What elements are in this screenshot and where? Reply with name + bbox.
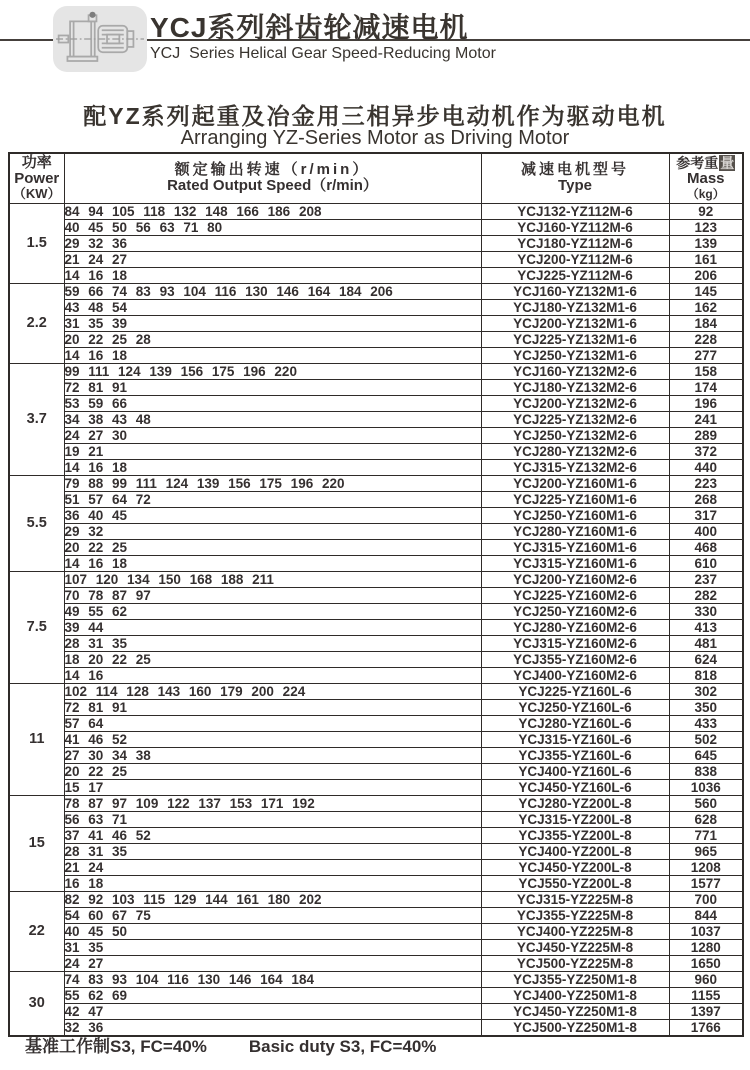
type-cell: YCJ400-YZ160L-6 xyxy=(481,763,669,779)
table-row xyxy=(9,603,743,619)
table-row xyxy=(9,379,743,395)
mass-cell: 400 xyxy=(669,523,743,539)
col-header-power xyxy=(9,153,64,203)
mass-cell: 468 xyxy=(669,539,743,555)
type-cell: YCJ500-YZ225M-8 xyxy=(481,955,669,971)
type-cell: YCJ160-YZ132M2-6 xyxy=(481,363,669,379)
type-cell: YCJ200-YZ160M1-6 xyxy=(481,475,669,491)
mass-cell: 645 xyxy=(669,747,743,763)
power-unit: （KW） xyxy=(12,186,61,202)
table-row xyxy=(9,411,743,427)
speed-cell: 102 114 128 143 160 179 200 224 xyxy=(64,683,481,699)
type-cell: YCJ315-YZ225M-8 xyxy=(481,891,669,907)
gear-motor-icon xyxy=(56,10,144,68)
mass-cell: 282 xyxy=(669,587,743,603)
table-row xyxy=(9,491,743,507)
speed-cell: 43 48 54 xyxy=(64,299,481,315)
type-cell: YCJ160-YZ132M1-6 xyxy=(481,283,669,299)
mass-cell: 330 xyxy=(669,603,743,619)
speed-cell: 21 24 27 xyxy=(64,251,481,267)
mass-cell: 838 xyxy=(669,763,743,779)
speed-cell: 20 22 25 xyxy=(64,763,481,779)
table-row xyxy=(9,555,743,571)
speed-label-en: Rated Output Speed（r/min） xyxy=(167,177,378,195)
table-row xyxy=(9,955,743,971)
col-header-type xyxy=(481,153,669,203)
table-row xyxy=(9,571,743,587)
type-cell: YCJ250-YZ160L-6 xyxy=(481,699,669,715)
table-row xyxy=(9,475,743,491)
footer-note-cn: 基准工作制S3, FC=40% xyxy=(25,1037,207,1056)
type-cell: YCJ355-YZ160L-6 xyxy=(481,747,669,763)
speed-cell: 42 47 xyxy=(64,1003,481,1019)
speed-cell: 31 35 xyxy=(64,939,481,955)
mass-cell: 92 xyxy=(669,203,743,219)
table-row xyxy=(9,699,743,715)
speed-cell: 82 92 103 115 129 144 161 180 202 xyxy=(64,891,481,907)
power-cell: 7.5 xyxy=(9,571,64,683)
type-cell: YCJ250-YZ132M1-6 xyxy=(481,347,669,363)
table-row xyxy=(9,235,743,251)
power-cell: 2.2 xyxy=(9,283,64,363)
table-row xyxy=(9,731,743,747)
type-cell: YCJ225-YZ132M2-6 xyxy=(481,411,669,427)
speed-cell: 32 36 xyxy=(64,1019,481,1036)
mass-cell: 818 xyxy=(669,667,743,683)
type-cell: YCJ225-YZ160M2-6 xyxy=(481,587,669,603)
speed-cell: 28 31 35 xyxy=(64,635,481,651)
speed-cell: 55 62 69 xyxy=(64,987,481,1003)
speed-cell: 31 35 39 xyxy=(64,315,481,331)
mass-cell: 184 xyxy=(669,315,743,331)
table-row xyxy=(9,539,743,555)
speed-cell: 15 17 xyxy=(64,779,481,795)
table-row xyxy=(9,811,743,827)
mass-cell: 289 xyxy=(669,427,743,443)
speed-cell: 57 64 xyxy=(64,715,481,731)
type-cell: YCJ200-YZ132M1-6 xyxy=(481,315,669,331)
type-cell: YCJ315-YZ160M2-6 xyxy=(481,635,669,651)
table-row xyxy=(9,1003,743,1019)
speed-cell: 37 41 46 52 xyxy=(64,827,481,843)
mass-cell: 206 xyxy=(669,267,743,283)
mass-cell: 1208 xyxy=(669,859,743,875)
power-cell: 15 xyxy=(9,795,64,891)
type-cell: YCJ250-YZ160M2-6 xyxy=(481,603,669,619)
type-cell: YCJ160-YZ112M-6 xyxy=(481,219,669,235)
mass-cell: 1650 xyxy=(669,955,743,971)
speed-cell: 56 63 71 xyxy=(64,811,481,827)
speed-cell: 20 22 25 28 xyxy=(64,331,481,347)
power-cell: 3.7 xyxy=(9,363,64,475)
speed-cell: 20 22 25 xyxy=(64,539,481,555)
type-cell: YCJ225-YZ112M-6 xyxy=(481,267,669,283)
type-cell: YCJ225-YZ160L-6 xyxy=(481,683,669,699)
mass-cell: 268 xyxy=(669,491,743,507)
type-label-en: Type xyxy=(558,177,592,195)
type-cell: YCJ200-YZ160M2-6 xyxy=(481,571,669,587)
mass-cell: 123 xyxy=(669,219,743,235)
speed-cell: 39 44 xyxy=(64,619,481,635)
table-body xyxy=(9,203,743,1036)
speed-cell: 24 27 xyxy=(64,955,481,971)
type-cell: YCJ450-YZ160L-6 xyxy=(481,779,669,795)
mass-cell: 277 xyxy=(669,347,743,363)
mass-cell: 1280 xyxy=(669,939,743,955)
table-row xyxy=(9,651,743,667)
table-row xyxy=(9,795,743,811)
power-label-en: Power xyxy=(14,170,60,188)
type-cell: YCJ315-YZ200L-8 xyxy=(481,811,669,827)
table-row xyxy=(9,619,743,635)
speed-cell: 59 66 74 83 93 104 116 130 146 164 184 206 xyxy=(64,283,481,299)
footer-note-en: Basic duty S3, FC=40% xyxy=(248,1037,437,1056)
table-row xyxy=(9,299,743,315)
speed-cell: 40 45 50 xyxy=(64,923,481,939)
type-cell: YCJ315-YZ160M1-6 xyxy=(481,555,669,571)
mass-cell: 844 xyxy=(669,907,743,923)
mass-cell: 1155 xyxy=(669,987,743,1003)
mass-cell: 960 xyxy=(669,971,743,987)
speed-cell: 54 60 67 75 xyxy=(64,907,481,923)
type-label-cn: 减速电机型号 xyxy=(520,161,629,179)
speed-cell: 24 27 30 xyxy=(64,427,481,443)
mass-cell: 481 xyxy=(669,635,743,651)
type-cell: YCJ280-YZ160M2-6 xyxy=(481,619,669,635)
speed-cell: 29 32 xyxy=(64,523,481,539)
type-cell: YCJ180-YZ132M1-6 xyxy=(481,299,669,315)
type-cell: YCJ315-YZ160M1-6 xyxy=(481,539,669,555)
speed-cell: 27 30 34 38 xyxy=(64,747,481,763)
type-cell: YCJ500-YZ250M1-8 xyxy=(481,1019,669,1036)
mass-label-cn xyxy=(670,155,743,171)
table-row xyxy=(9,331,743,347)
speed-cell: 53 59 66 xyxy=(64,395,481,411)
speed-cell: 74 83 93 104 116 130 146 164 184 xyxy=(64,971,481,987)
table-row xyxy=(9,523,743,539)
type-cell: YCJ225-YZ132M1-6 xyxy=(481,331,669,347)
col-header-speed xyxy=(64,153,481,203)
type-cell: YCJ315-YZ132M2-6 xyxy=(481,459,669,475)
power-cell: 5.5 xyxy=(9,475,64,571)
table-row xyxy=(9,251,743,267)
table-row xyxy=(9,283,743,299)
speed-cell: 18 20 22 25 xyxy=(64,651,481,667)
mass-cell: 161 xyxy=(669,251,743,267)
table-row xyxy=(9,715,743,731)
power-label-cn: 功率 xyxy=(21,154,52,172)
type-cell: YCJ250-YZ132M2-6 xyxy=(481,427,669,443)
power-cell: 22 xyxy=(9,891,64,971)
power-cell: 11 xyxy=(9,683,64,795)
page-title: YCJ系列斜齿轮减速电机 xyxy=(150,12,469,43)
speed-cell: 99 111 124 139 156 175 196 220 xyxy=(64,363,481,379)
type-cell: YCJ280-YZ160L-6 xyxy=(481,715,669,731)
mass-cell: 413 xyxy=(669,619,743,635)
scan-artifact: 量 xyxy=(720,155,735,172)
table-row xyxy=(9,219,743,235)
mass-cell: 502 xyxy=(669,731,743,747)
speed-cell: 19 21 xyxy=(64,443,481,459)
type-cell: YCJ180-YZ112M-6 xyxy=(481,235,669,251)
type-cell: YCJ400-YZ225M-8 xyxy=(481,923,669,939)
type-cell: YCJ250-YZ160M1-6 xyxy=(481,507,669,523)
table-row xyxy=(9,747,743,763)
type-cell: YCJ132-YZ112M-6 xyxy=(481,203,669,219)
type-cell: YCJ450-YZ200L-8 xyxy=(481,859,669,875)
table-row xyxy=(9,779,743,795)
spec-table xyxy=(8,152,744,1037)
mass-cell: 1036 xyxy=(669,779,743,795)
table-row xyxy=(9,907,743,923)
type-cell: YCJ355-YZ225M-8 xyxy=(481,907,669,923)
speed-cell: 79 88 99 111 124 139 156 175 196 220 xyxy=(64,475,481,491)
section-heading-en: Arranging YZ-Series Motor as Driving Motor xyxy=(180,127,570,149)
mass-cell: 560 xyxy=(669,795,743,811)
speed-cell: 107 120 134 150 168 188 211 xyxy=(64,571,481,587)
speed-cell: 28 31 35 xyxy=(64,843,481,859)
type-cell: YCJ280-YZ132M2-6 xyxy=(481,443,669,459)
table-row xyxy=(9,667,743,683)
table-row xyxy=(9,427,743,443)
type-cell: YCJ200-YZ132M2-6 xyxy=(481,395,669,411)
speed-cell: 49 55 62 xyxy=(64,603,481,619)
type-cell: YCJ400-YZ160M2-6 xyxy=(481,667,669,683)
type-cell: YCJ355-YZ200L-8 xyxy=(481,827,669,843)
speed-cell: 29 32 36 xyxy=(64,235,481,251)
table-row xyxy=(9,459,743,475)
table-row xyxy=(9,987,743,1003)
table-row xyxy=(9,971,743,987)
speed-cell: 41 46 52 xyxy=(64,731,481,747)
table-row xyxy=(9,363,743,379)
mass-cell: 433 xyxy=(669,715,743,731)
mass-cell: 158 xyxy=(669,363,743,379)
speed-cell: 14 16 18 xyxy=(64,267,481,283)
speed-cell: 34 38 43 48 xyxy=(64,411,481,427)
type-cell: YCJ450-YZ250M1-8 xyxy=(481,1003,669,1019)
type-cell: YCJ280-YZ160M1-6 xyxy=(481,523,669,539)
table-row xyxy=(9,859,743,875)
speed-cell: 72 81 91 xyxy=(64,699,481,715)
mass-cell: 440 xyxy=(669,459,743,475)
table-row xyxy=(9,507,743,523)
speed-cell: 72 81 91 xyxy=(64,379,481,395)
table-row xyxy=(9,347,743,363)
type-cell: YCJ355-YZ160M2-6 xyxy=(481,651,669,667)
mass-cell: 610 xyxy=(669,555,743,571)
speed-cell: 40 45 50 56 63 71 80 xyxy=(64,219,481,235)
mass-cell: 1397 xyxy=(669,1003,743,1019)
mass-cell: 700 xyxy=(669,891,743,907)
mass-cell: 1766 xyxy=(669,1019,743,1036)
mass-cell: 1037 xyxy=(669,923,743,939)
table-row xyxy=(9,443,743,459)
type-cell: YCJ280-YZ200L-8 xyxy=(481,795,669,811)
table-row xyxy=(9,939,743,955)
table-row xyxy=(9,827,743,843)
table-row xyxy=(9,267,743,283)
mass-cell: 196 xyxy=(669,395,743,411)
type-cell: YCJ550-YZ200L-8 xyxy=(481,875,669,891)
mass-label-en: Mass xyxy=(686,170,725,188)
power-cell: 1.5 xyxy=(9,203,64,283)
type-cell: YCJ180-YZ132M2-6 xyxy=(481,379,669,395)
mass-cell: 350 xyxy=(669,699,743,715)
speed-cell: 14 16 xyxy=(64,667,481,683)
header-row xyxy=(9,153,743,203)
speed-label-cn: 额定输出转速（r/min） xyxy=(174,161,371,179)
speed-cell: 78 87 97 109 122 137 153 171 192 xyxy=(64,795,481,811)
speed-cell: 16 18 xyxy=(64,875,481,891)
mass-cell: 241 xyxy=(669,411,743,427)
mass-cell: 965 xyxy=(669,843,743,859)
mass-cell: 228 xyxy=(669,331,743,347)
section-heading-cn: 配YZ系列起重及冶金用三相异步电动机作为驱动电机 xyxy=(83,103,667,129)
table-row xyxy=(9,395,743,411)
table-row xyxy=(9,683,743,699)
type-cell: YCJ400-YZ200L-8 xyxy=(481,843,669,859)
table-row xyxy=(9,923,743,939)
table-row xyxy=(9,875,743,891)
mass-label-cn-text: 参考重 xyxy=(676,155,719,172)
speed-cell: 84 94 105 118 132 148 166 186 208 xyxy=(64,203,481,219)
mass-cell: 237 xyxy=(669,571,743,587)
mass-cell: 162 xyxy=(669,299,743,315)
speed-cell: 36 40 45 xyxy=(64,507,481,523)
speed-cell: 21 24 xyxy=(64,859,481,875)
mass-cell: 174 xyxy=(669,379,743,395)
power-cell: 30 xyxy=(9,971,64,1036)
table-row xyxy=(9,587,743,603)
speed-cell: 14 16 18 xyxy=(64,347,481,363)
mass-cell: 223 xyxy=(669,475,743,491)
table-row xyxy=(9,315,743,331)
mass-cell: 771 xyxy=(669,827,743,843)
mass-cell: 624 xyxy=(669,651,743,667)
speed-cell: 70 78 87 97 xyxy=(64,587,481,603)
mass-cell: 302 xyxy=(669,683,743,699)
table-row xyxy=(9,843,743,859)
speed-cell: 14 16 18 xyxy=(64,459,481,475)
table-header xyxy=(9,153,743,203)
type-cell: YCJ225-YZ160M1-6 xyxy=(481,491,669,507)
mass-unit: （kg） xyxy=(686,187,725,202)
table-row xyxy=(9,891,743,907)
type-cell: YCJ200-YZ112M-6 xyxy=(481,251,669,267)
mass-cell: 628 xyxy=(669,811,743,827)
col-header-mass xyxy=(669,153,743,203)
mass-cell: 139 xyxy=(669,235,743,251)
speed-cell: 14 16 18 xyxy=(64,555,481,571)
mass-cell: 1577 xyxy=(669,875,743,891)
mass-cell: 372 xyxy=(669,443,743,459)
table-row xyxy=(9,635,743,651)
brand-logo xyxy=(53,6,147,72)
type-cell: YCJ400-YZ250M1-8 xyxy=(481,987,669,1003)
table-row xyxy=(9,203,743,219)
mass-cell: 145 xyxy=(669,283,743,299)
footer-note xyxy=(25,1032,436,1057)
mass-cell: 317 xyxy=(669,507,743,523)
type-cell: YCJ450-YZ225M-8 xyxy=(481,939,669,955)
speed-cell: 51 57 64 72 xyxy=(64,491,481,507)
type-cell: YCJ315-YZ160L-6 xyxy=(481,731,669,747)
page-subtitle: YCJ Series Helical Gear Speed-Reducing Motor xyxy=(150,45,496,62)
type-cell: YCJ355-YZ250M1-8 xyxy=(481,971,669,987)
table-row xyxy=(9,763,743,779)
